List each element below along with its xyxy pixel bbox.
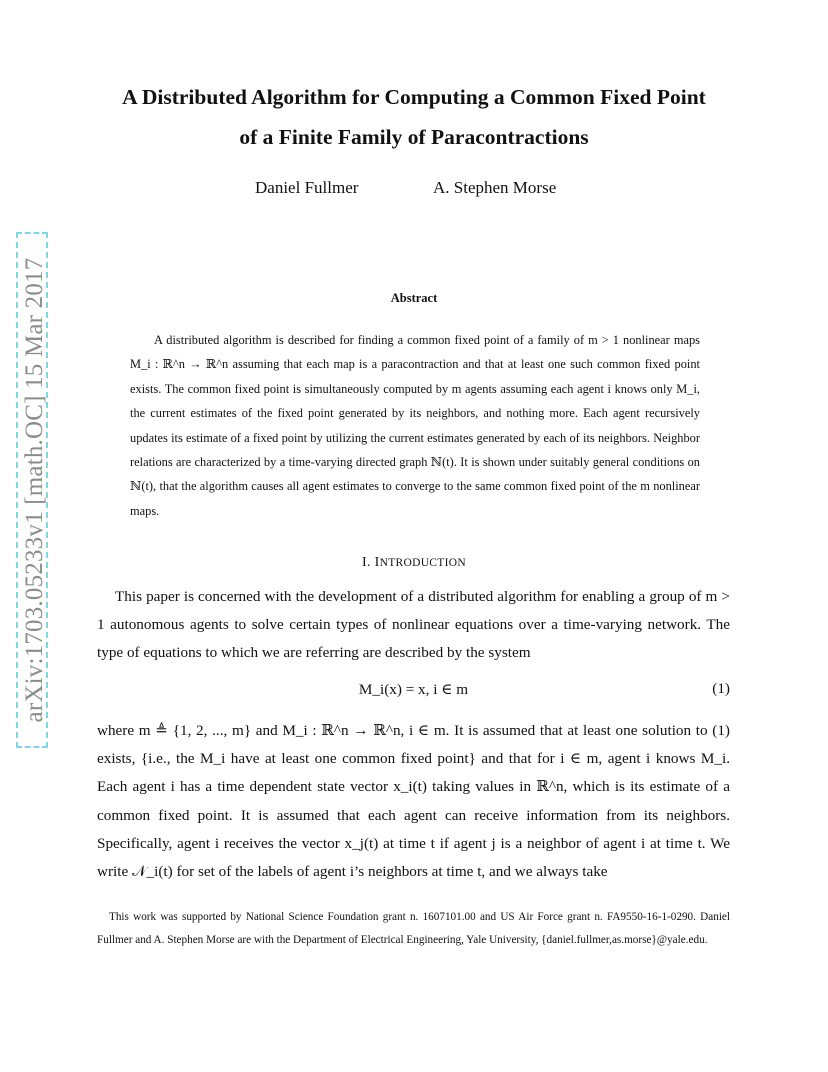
section-title-rest: NTRODUCTION (379, 557, 466, 569)
abstract-heading: Abstract (390, 291, 438, 305)
intro-paragraph: This paper is concerned with the development of a distributed algorithm for enabling a group of m > 1 autonomous agents to solve certain types of nonlinear equations over a time-varying network. The type of equations to which we are referring are described by the system (97, 588, 730, 662)
equation-1 (97, 680, 730, 708)
section-heading (0, 555, 828, 571)
arxiv-identifier: arXiv:1703.05233v1 [math.OC] 15 Mar 2017 (21, 257, 48, 723)
equation-number: (1) (712, 680, 730, 697)
footnote: This work was supported by National Science Foundation grant n. 1607101.00 and US Air Force grant n. FA9550-16-1-0290. Daniel Fullmer and A. Stephen Morse are with the Department of Electrical Engineering, Yale University, {daniel.fullmer,as.morse}@yale.edu. (97, 911, 730, 946)
section-title-initial: I (374, 555, 380, 570)
author-list (0, 178, 828, 200)
paper-title-line-1: A Distributed Algorithm for Computing a Common Fixed Point (122, 85, 706, 109)
author-name: A. Stephen Morse (433, 178, 557, 197)
author-name: Daniel Fullmer (255, 178, 359, 197)
continuation-paragraph: where m ≜ {1, 2, ..., m} and M_i : ℝ^n → ℝ^n, i ∈ m. It is assumed that at least one solution to (1) exists, {i.e., the M_i have at least one common fixed point} and that for i ∈ m, agent i knows M_i. Each agent i has a time dependent state vector x_i(t) taking values in ℝ^n, which is its estimate of a common fixed point. It is assumed that each agent can receive information from its neighbors. Specifically, agent i receives the vector x_j(t) at time t if agent j is a neighbor of agent i at time t. We write 𝒩_i(t) for set of the labels of agent i’s neighbors at time t, and we always take (97, 722, 730, 881)
section-number: I. (362, 555, 371, 570)
equation-expression: M_i(x) = x, i ∈ m (358, 681, 469, 698)
paper-title-line-2: of a Finite Family of Paracontractions (239, 125, 589, 149)
abstract-text: A distributed algorithm is described for finding a common fixed point of a family of m > 1 nonlinear maps M_i : ℝ^n → ℝ^n assuming that each map is a paracontraction and that at least one such common fixed point exists. The common fixed point is simultaneously computed by m agents assuming each agent i knows only M_i, the current estimates of the fixed point generated by its neighbors, and nothing more. Each agent recursively updates its estimate of a fixed point by utilizing the current estimates generated by each of its neighbors. Neighbor relations are characterized by a time-varying directed graph ℕ(t). It is shown under suitably general conditions on ℕ(t), that the algorithm causes all agent estimates to converge to the same common fixed point of the m nonlinear maps. (130, 333, 700, 518)
